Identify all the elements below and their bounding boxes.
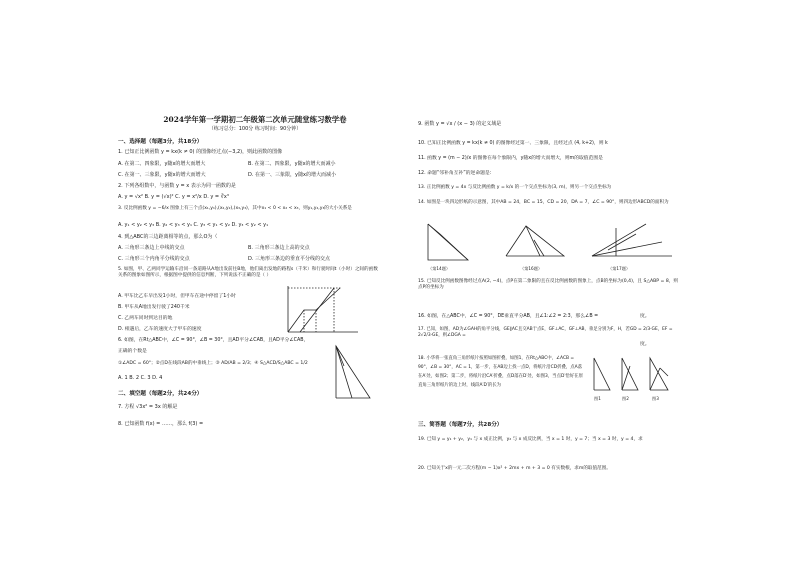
q1-option-b: B. 在第二、四象限，y随x的增大而减小 [248,161,336,167]
section-short-answer: 三、简答题（每题7分，共28分） [418,422,503,428]
question-8: 8. 已知函数 f(x) = ……，那么 f(3) = [118,421,204,427]
q18-figure-2 [616,354,642,394]
section-choice: 一、选择题（每题3分，共18分） [118,139,203,145]
question-4: 4. 到△ABC的三边距离相等的点，那么O为（ [118,234,218,240]
question-10: 10. 已知正比例函数 y = kx(k ≠ 0) 的图像经过第一、三象限，且经过点 (4, k+2)，则 k [418,141,608,146]
question-9: 9. 函数 y = √x / (x − 3) 的定义域是 [418,121,502,127]
q5-option-b: B. 甲车从A地出发行驶了240千米 [118,305,190,310]
question-19: 19. 已知 y = y₁ + y₂，y₁ 与 x 成正比例，y₂ 与 x 成反比例，当 x = 1 时，y = 7；当 x = 3 时，y = 4，求 [418,437,643,442]
question-3: 3. 反比例函数 y = −6/x 图象上有三个点(x₁,y₁),(x₂,y₂),(x₃,y₃)，其中x₁ < 0 < x₂ < x₃，则y₁,y₂,y₃的大小关系是 [118,206,352,211]
question-18: 18. 小华将一张直角三角形纸片按照如图折叠，如图1，在Rt△ABC中，∠ACB = 90°，∠B = 30°，AC = 1，第一步，在AB边上找一点D，将纸片沿CD折叠，点A落在A′处，如图2；第二步，将纸片沿CA′折叠，点D落在D′处，如图3，当点D′恰好在原直角三角形纸片的边上时，线段A′D′的长为 [418,356,583,388]
question-20: 20. 已知关于x的一元二次方程(m − 1)x² + 2mx + m + 3 = 0 有实数根，求m的取值范围。 [418,466,611,471]
question-17: 17. 已知，如图，AD为∠GAH的角平分线，GE∥AC且交AB于点E，GF⊥AC，GF⊥AB，垂足分别为F，H，若GD = 2/3·GE，EF = 2√2/3·GE，则∠DGA = [418,327,673,338]
q4-option-a: A. 三角形三条边上中线的交点 [118,245,185,251]
question-12: 12. 命题“邻补角互补”的逆命题是： [418,171,495,176]
q5-option-d: D. 相遇后，乙车的速度大于甲车的速度 [118,327,202,332]
q5-option-c: C. 乙两车同时到达目的地 [118,316,173,321]
q18-figure-3 [644,354,674,394]
q16-triangle-figure [500,222,570,262]
q2-options: A. y = √x² B. y = (√x)² C. y = x²/x D. y = ∛x³ [118,194,229,200]
q1-option-a: A. 在第二、四象限，y随x的增大而增大 [118,161,206,167]
q16-unit: 度。 [640,314,650,319]
question-7: 7. 方程 √3x² = 3x 的解是 [118,404,178,410]
question-1: 1. 已知正比例函数 y = kx(k ≠ 0) 的图像经过点(−3,2)，则此函数的图像 [118,149,283,155]
section-fill-in: 二、填空题（每题2分，共24分） [118,391,203,397]
q4-option-b: B. 三角形三条边上高的交点 [248,245,310,251]
question-16: 16. 如图，在△ABC中，∠C = 90°，DE垂直平分AB，且∠1:∠2 = 2:3，那么∠B = [418,314,599,319]
q16-caption: （第16题） [520,266,543,271]
q6-statements: ①∠ADC = 60°；②点D在线段AB的中垂线上；③ AD/AB = 2/3；④ S△ACD/S△ABC = 1/2 [118,361,308,366]
question-14: 14. 如图是一块四边形纸的示意图，其中AB = 24，BC = 15，CD = 20，DA = 7，∠C = 90°，则四边形ABCD的面积为 [418,200,669,205]
question-6: 6. 如图，在Rt△ABC中，∠C = 90°，∠B = 30°，且AD平分∠CAB，且AD平分∠CAB， [118,338,309,343]
q17-angle-figure [586,220,676,264]
q17-caption: （第17题） [608,266,631,271]
q14-quadrilateral-figure [420,218,480,266]
question-2: 2. 下列各组数中，与函数 y = x 表示为同一函数的是 [118,183,236,189]
q18-figure-3-label: 图3 [652,396,659,401]
q14-caption: （第14题） [428,266,451,271]
q18-figure-1-label: 图1 [594,396,601,401]
q4-option-c: C. 三角形三个内角平分线的交点 [118,256,190,262]
q1-option-c: C. 在第一、三象限，y随x的增大而增大 [118,172,206,178]
question-15: 15. 已知反比例函数图像经过点A(2, −4)，点P在第二象限的且在反比例函数的图象上，点B的坐标为(0,4)，且 S△ABP = 8，则点P的坐标为 [418,279,678,290]
q6-triangle-figure [326,340,376,404]
q1-option-d: D. 在第一、三象限，y随x的增大而减小 [248,172,336,178]
q18-figure-1 [588,354,614,394]
question-11: 11. 函数 y = (m − 2)/x 的图像在每个象限内，y随x的增大而增大，则m的取值范围是 [418,156,603,161]
q6-prompt: 正确的个数是 [118,349,147,354]
page-title: 2024学年第一学期初二年级第二次单元随堂练习数学卷 [163,115,347,124]
q17-unit: 度。 [640,342,650,347]
q5-distance-time-graph [282,282,362,338]
q6-options: A. 1 B. 2 C. 3 D. 4 [118,375,163,381]
question-13: 13. 正比例函数 y = 4x 与反比例函数 y = k/x 的一个交点坐标为(3, m)，则另一个交点坐标为 [418,185,612,190]
q5-option-a: A. 甲车比乙车早出发1小时，但甲车在途中停留了1小时 [118,294,236,299]
q3-options: A. y₁ < y₂ < y₃ B. y₂ < y₃ < y₁ C. y₃ < y₁ < y₂ D. y₃ < y₂ < y₁ [118,222,269,228]
q18-figure-2-label: 图2 [622,396,629,401]
question-5: 5. 如图，甲、乙两同学运输车沿同一条道路从A地出发前往B地，他们离出发地的路程s（千米）和行驶时间t（小时）之间的函数关系的图象如图所示，根据图中提供的信息判断，下列说法不正确的是（ ） [118,267,378,278]
page-subtitle: （练习总分：100分 练习时间：90分钟） [208,126,302,132]
q4-option-d: D. 三角形三条边的垂直平分线的交点 [248,256,331,262]
